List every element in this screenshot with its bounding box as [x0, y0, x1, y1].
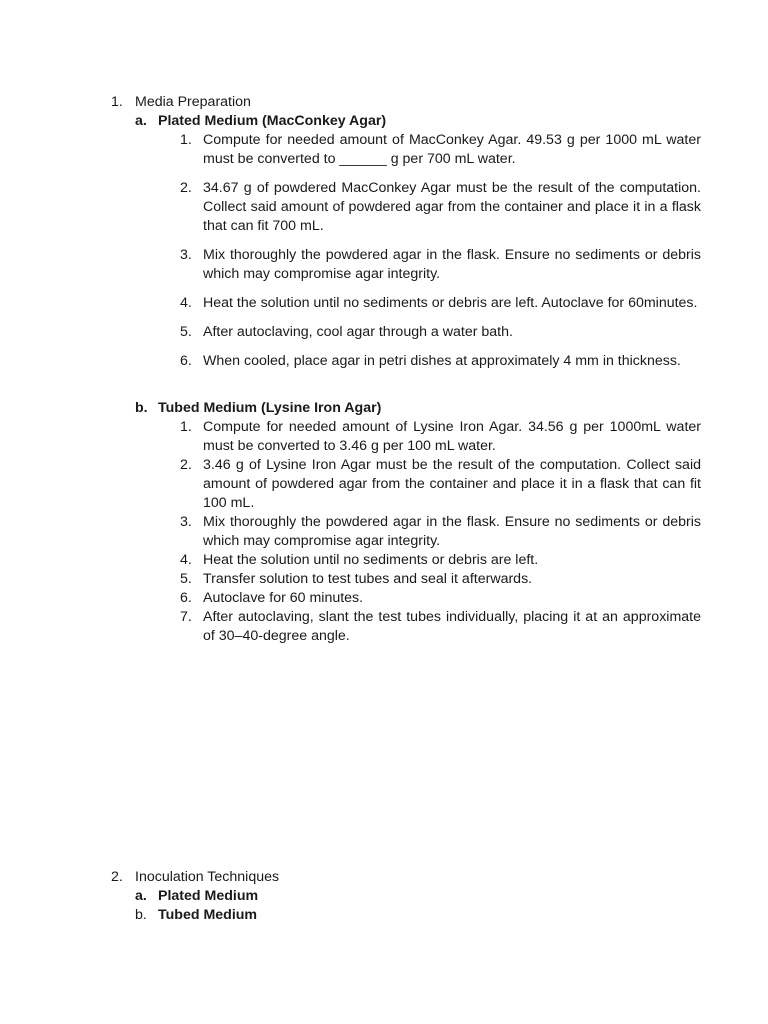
step-text: Heat the solution until no sediments or debris are left. — [203, 552, 539, 568]
step-text: Compute for needed amount of MacConkey Agar. 49.53 g per 1000 mL water must be converted to ______ g per 700 mL water. — [203, 132, 701, 167]
section-title: Media Preparation — [135, 94, 251, 110]
subsection-title: Plated Medium — [158, 888, 259, 904]
list-item — [180, 179, 701, 236]
section-heading — [111, 868, 691, 887]
subsection-heading — [135, 112, 691, 131]
section-heading — [111, 93, 691, 112]
step-number: 3. — [180, 514, 192, 530]
list-item — [180, 323, 701, 342]
subsection-heading — [135, 887, 691, 906]
step-text: Compute for needed amount of Lysine Iron Agar. 34.56 g per 1000mL water must be converted to 3.46 g per 100 mL water. — [203, 419, 701, 454]
subsection-letter: b. — [135, 400, 148, 416]
step-text: Mix thoroughly the powdered agar in the flask. Ensure no sediments or debris which may compromise agar integrity. — [203, 514, 701, 549]
step-list — [180, 418, 701, 646]
list-item — [180, 294, 701, 313]
step-list — [180, 131, 701, 371]
spacer — [135, 371, 691, 399]
step-number: 7. — [180, 609, 192, 625]
step-number: 4. — [180, 552, 192, 568]
subsection-heading — [135, 399, 691, 418]
section-number: 2. — [111, 869, 123, 885]
step-number: 1. — [180, 419, 192, 435]
list-item — [180, 608, 701, 646]
subsection-tubed-medium — [135, 906, 691, 925]
subsection-plated-medium — [135, 112, 701, 399]
step-text: After autoclaving, cool agar through a water bath. — [203, 324, 513, 340]
step-text: 3.46 g of Lysine Iron Agar must be the result of the computation. Collect said amount of powdered agar from the container and place it in a flask that can fit 100 mL. — [203, 457, 701, 511]
step-text: Mix thoroughly the powdered agar in the flask. Ensure no sediments or debris which may compromise agar integrity. — [203, 247, 701, 282]
step-text: Transfer solution to test tubes and seal it afterwards. — [203, 571, 533, 587]
step-number: 3. — [180, 247, 192, 263]
step-number: 6. — [180, 353, 192, 369]
list-item — [180, 456, 701, 513]
subsection-letter: b. — [135, 907, 147, 923]
step-number: 1. — [180, 132, 192, 148]
subsection-title: Tubed Medium — [158, 907, 258, 923]
step-number: 6. — [180, 590, 192, 606]
step-text: Heat the solution until no sediments or debris are left. Autoclave for 60minutes. — [203, 295, 698, 311]
step-text: After autoclaving, slant the test tubes individually, placing it at an approximate of 30–40-degree angle. — [203, 609, 701, 644]
subsection-tubed-medium — [135, 399, 701, 646]
step-text: 34.67 g of powdered MacConkey Agar must be the result of the computation. Collect said amount of powdered agar from the container and place it in a flask that can fit 700 mL. — [203, 180, 701, 234]
step-text: When cooled, place agar in petri dishes at approximately 4 mm in thickness. — [203, 353, 681, 369]
step-number: 4. — [180, 295, 192, 311]
subsection-title: Tubed Medium (Lysine Iron Agar) — [158, 400, 382, 416]
list-item — [180, 246, 701, 284]
subsection-heading — [135, 906, 691, 925]
list-item — [180, 570, 701, 589]
step-number: 2. — [180, 457, 192, 473]
step-number: 5. — [180, 324, 192, 340]
list-item — [180, 551, 701, 570]
section-inoculation-techniques — [111, 868, 691, 925]
section-title: Inoculation Techniques — [135, 869, 280, 885]
subsection-letter: a. — [135, 113, 147, 129]
subsection-plated-medium — [135, 887, 691, 906]
list-item — [180, 513, 701, 551]
list-item — [180, 589, 701, 608]
list-item — [180, 352, 701, 371]
list-item — [180, 418, 701, 456]
subsection-letter: a. — [135, 888, 147, 904]
step-text: Autoclave for 60 minutes. — [203, 590, 364, 606]
section-number: 1. — [111, 94, 123, 110]
subsection-title: Plated Medium (MacConkey Agar) — [158, 113, 387, 129]
step-number: 5. — [180, 571, 192, 587]
step-number: 2. — [180, 180, 192, 196]
section-media-preparation — [111, 93, 701, 646]
list-item — [180, 131, 701, 169]
